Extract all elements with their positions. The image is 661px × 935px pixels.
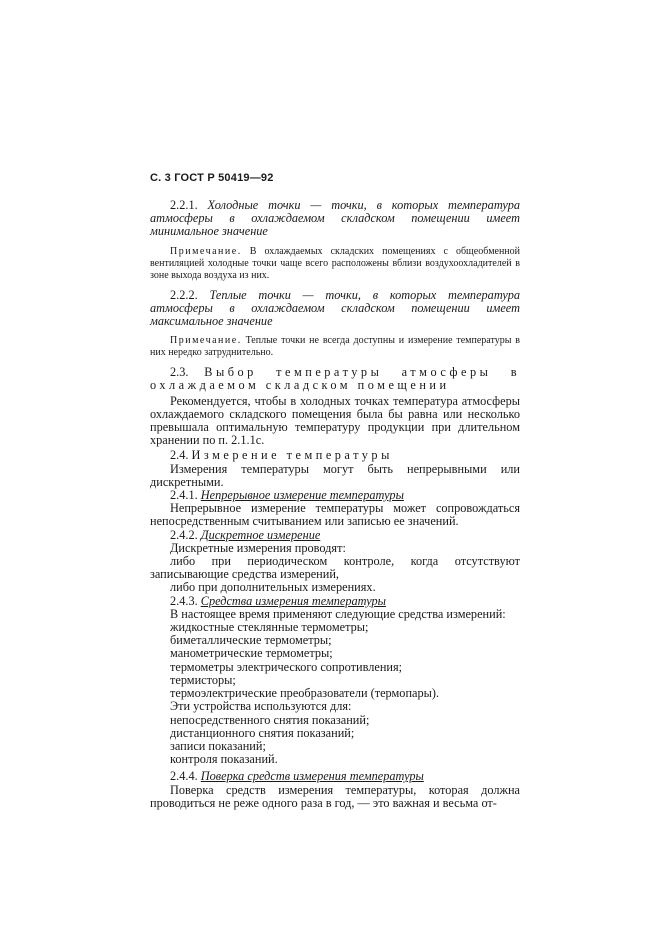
section-2-4-4-text: Поверка средств измерения температуры, которая должна проводиться не реже одного раза в год, — это важная и весьма от-: [150, 782, 520, 810]
section-2-4-text: Измерения температуры могут быть непрерывными или дискретными.: [150, 461, 520, 489]
clause-definition: Холодные точки — точки, в которых температура атмосферы в охлаждаемом складском помещении имеет минимальное значение: [150, 198, 520, 239]
section-2-4-4-heading: [150, 770, 520, 783]
section-2-4-2-heading: [150, 529, 520, 542]
section-number: 2.4.1.: [170, 488, 198, 503]
list-item: контроля показаний.: [170, 752, 278, 767]
section-number: 2.4.4.: [170, 769, 198, 784]
list-item: В настоящее время применяют следующие средства измерений:: [170, 606, 506, 621]
list-item: дистанционного снятия показаний;: [170, 725, 355, 740]
list-item: жидкостные стеклянные термометры;: [170, 620, 369, 635]
section-2-4-1-text: Непрерывное измерение температуры может сопровождаться непосредственным считыванием или записью ее значений.: [150, 501, 520, 529]
section-2-4-heading: [150, 449, 520, 462]
list-item: термометры электрического сопротивления;: [170, 659, 403, 674]
list-item: непосредственного снятия показаний;: [170, 712, 370, 727]
list-item: Дискретные измерения проводят:: [170, 540, 346, 555]
section-title: Поверка средств измерения температуры: [200, 769, 424, 784]
section-2-4-3-heading: [150, 595, 520, 608]
note-text: В охлаждаемых складских помещениях с общеобменной вентиляцией холодные точки чаще всего расположены вблизи воздухоохладителей в зоне выхода воздуха из них.: [150, 245, 521, 281]
section-2-3-text: Рекомендуется, чтобы в холодных точках температура атмосферы охлаждаемого складского помещения была бы равна или несколько превышала оптимальную температуру продукции при длительном хранении по п. 2.1.1с.: [150, 393, 520, 448]
page-header: С. 3 ГОСТ Р 50419—92: [150, 172, 274, 184]
clause-definition: Теплые точки — точки, в которых температура атмосферы в охлаждаемом складском помещении имеет максимальное значение: [150, 287, 520, 329]
document-page: [150, 172, 520, 810]
section-title: Средства измерения температуры: [200, 593, 387, 608]
list-item: либо при периодическом контроле, когда отсутствуют записывающие средства измерений,: [150, 554, 520, 582]
section-title: Дискретное измерение: [200, 527, 321, 542]
clause-number: 2.2.2.: [170, 287, 198, 302]
note-label: Примечание.: [170, 245, 242, 257]
section-number: 2.3.: [170, 365, 189, 380]
section-title: Измерение температуры: [191, 448, 393, 463]
clause-2-2-1: [150, 199, 520, 239]
note-2: [150, 335, 520, 359]
list-item: Эти устройства используются для:: [170, 699, 352, 714]
note-1: [150, 246, 520, 282]
list-item: термисторы;: [170, 672, 236, 687]
section-2-3-heading: [150, 366, 520, 392]
list-item: манометрические термометры;: [170, 646, 333, 661]
note-label: Примечание.: [170, 335, 242, 347]
clause-2-2-2: [150, 289, 520, 329]
section-title: Выбор температуры атмосферы в охлаждаемом складском помещении: [150, 365, 520, 393]
section-number: 2.4.: [170, 448, 189, 463]
section-number: 2.4.2.: [170, 527, 198, 542]
list-item: записи показаний;: [170, 738, 266, 753]
section-number: 2.4.3.: [170, 593, 198, 608]
list-item: либо при дополнительных измерениях.: [170, 580, 376, 595]
section-title: Непрерывное измерение температуры: [200, 488, 404, 503]
note-text: Теплые точки не всегда доступны и измерение температуры в них нередко затруднительно.: [150, 335, 521, 359]
list-item: биметаллические термометры;: [170, 633, 332, 648]
clause-number: 2.2.1.: [170, 198, 198, 212]
list-item: термоэлектрические преобразователи (термопары).: [170, 686, 440, 701]
